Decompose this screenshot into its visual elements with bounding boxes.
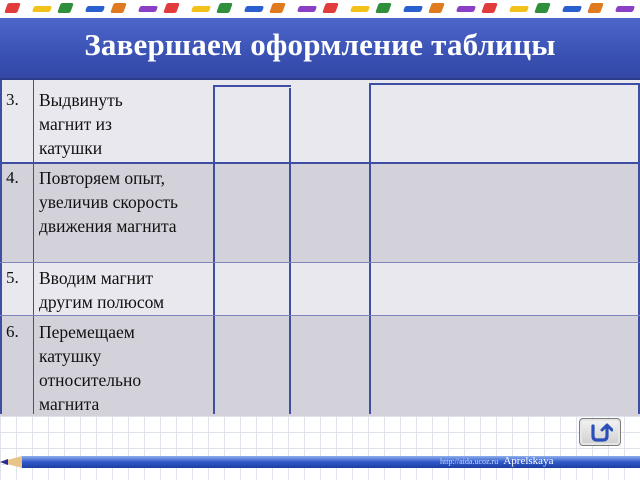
decorative-cube (84, 6, 104, 12)
decorative-cube (428, 3, 445, 13)
title-banner (0, 18, 640, 80)
decorative-cube (481, 3, 498, 13)
decorative-cube (534, 3, 551, 13)
row-number: 4. (6, 168, 19, 187)
column-divider (0, 80, 2, 414)
decorative-cube (216, 3, 233, 13)
row-separator (0, 315, 640, 316)
column-divider (369, 85, 371, 414)
credit-author: Aprelskaya (503, 455, 554, 467)
row-description: Перемещаем катушку относительно магнита (39, 322, 142, 414)
decorative-cube (4, 3, 21, 13)
return-arrow-icon (587, 422, 613, 442)
row-separator (0, 162, 640, 164)
decorative-cube (402, 6, 422, 12)
author-credit (440, 455, 553, 467)
decorative-cube (137, 6, 157, 12)
decorative-cube (322, 3, 339, 13)
credit-url: http://aida.ucoz.ru (440, 457, 499, 466)
decorative-cube (349, 6, 369, 12)
row-description: Повторяем опыт, увеличив скорость движения магнита (39, 168, 179, 236)
decorative-cube (31, 6, 51, 12)
row-number: 3. (6, 90, 19, 109)
row-number: 5. (6, 268, 19, 287)
decorative-cube (455, 6, 475, 12)
decorative-cube (614, 6, 634, 12)
decorative-cube (163, 3, 180, 13)
decorative-cube (587, 3, 604, 13)
pencil-lead (0, 459, 8, 465)
row-description: Вводим магнит другим полюсом (39, 268, 165, 312)
row-separator (369, 83, 640, 85)
decorative-cube (269, 3, 286, 13)
slide-title: Завершаем оформление таблицы (84, 27, 556, 62)
row-description: Выдвинуть магнит из катушки (39, 90, 123, 158)
row-number: 6. (6, 322, 19, 341)
decorative-cube (296, 6, 316, 12)
decorative-cube (561, 6, 581, 12)
column-divider (213, 85, 215, 414)
column-divider (33, 80, 34, 414)
row-separator (213, 85, 291, 87)
decorative-cube (57, 3, 74, 13)
return-button[interactable] (579, 418, 621, 446)
decorative-cube (110, 3, 127, 13)
decorative-top-strip (0, 0, 640, 18)
decorative-cube (190, 6, 210, 12)
decorative-cube (508, 6, 528, 12)
results-table (0, 80, 640, 416)
decorative-cube (375, 3, 392, 13)
decorative-cube (243, 6, 263, 12)
column-divider (289, 88, 291, 414)
row-separator (0, 262, 640, 263)
